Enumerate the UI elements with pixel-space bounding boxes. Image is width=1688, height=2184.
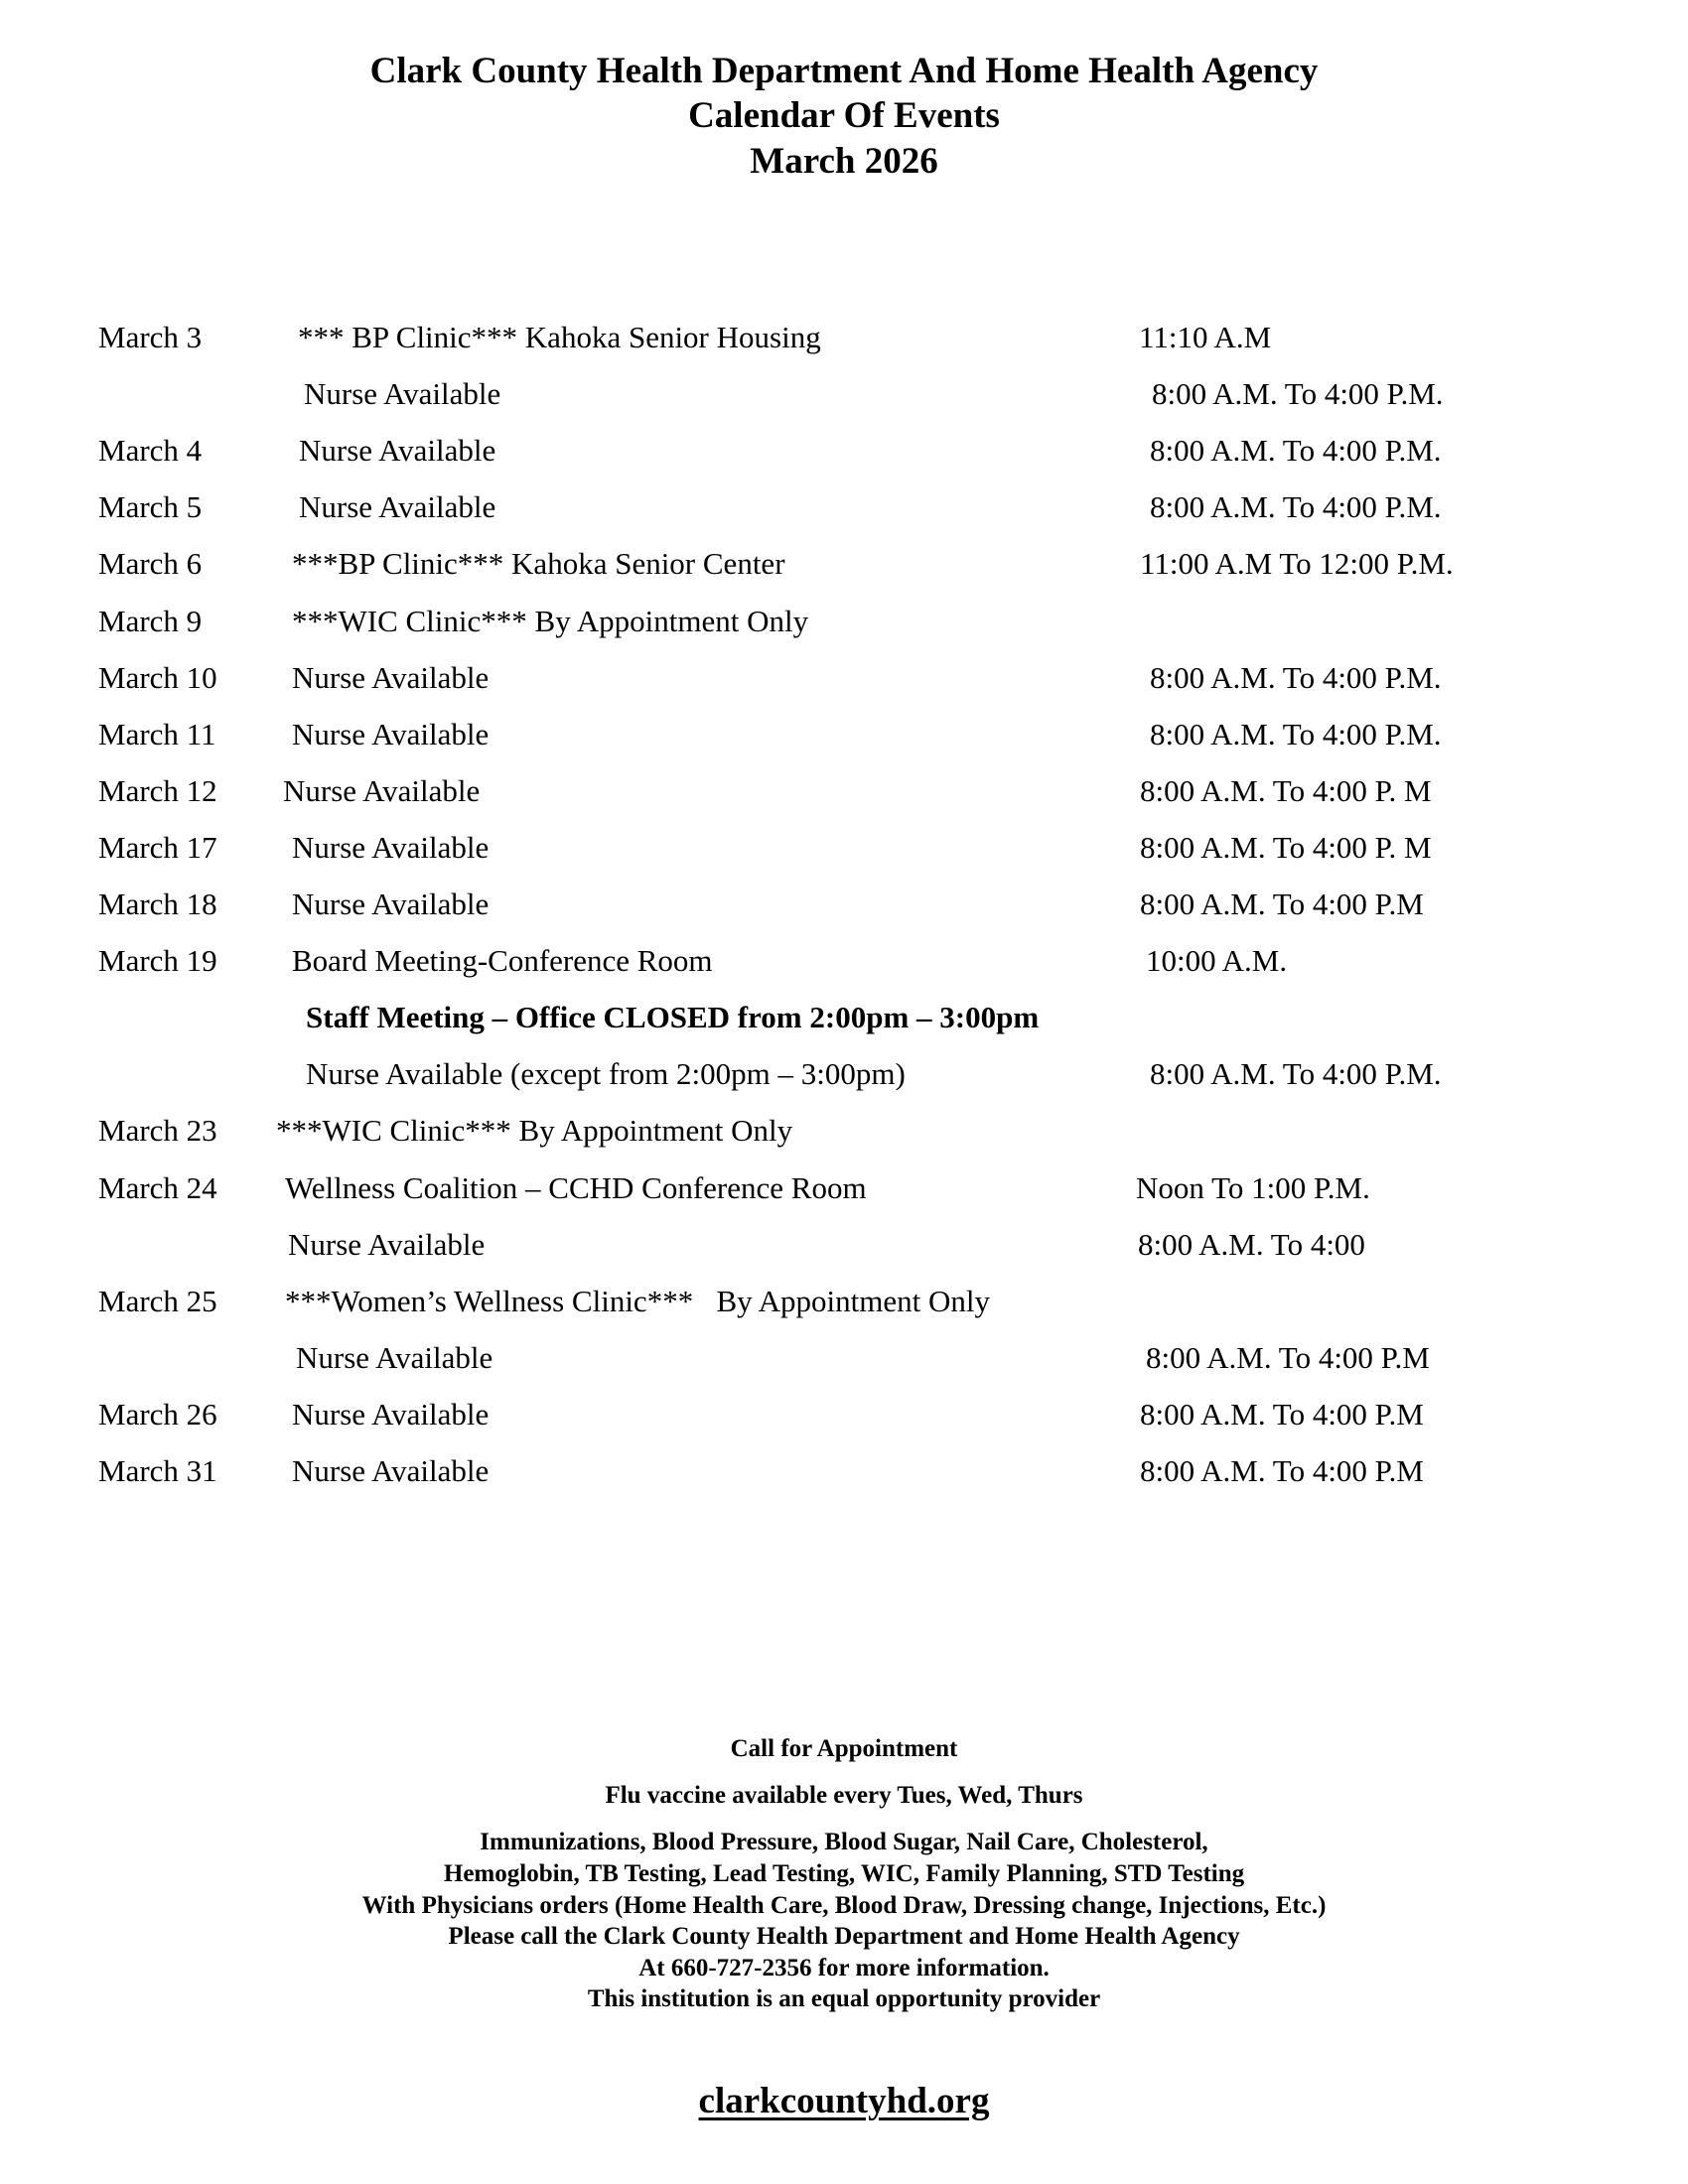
event-time: 8:00 A.M. To 4:00 P. M [1140, 830, 1432, 865]
event-row [0, 1109, 1688, 1153]
event-time: 8:00 A.M. To 4:00 P.M [1146, 1340, 1430, 1375]
event-description: Board Meeting-Conference Room [292, 943, 713, 978]
event-date: March 17 [98, 830, 217, 865]
event-time: 8:00 A.M. To 4:00 P. M [1140, 773, 1432, 808]
event-row [0, 316, 1688, 359]
event-row [0, 542, 1688, 586]
calendar-title: Calendar Of Events [688, 95, 1000, 136]
event-time: 8:00 A.M. To 4:00 P.M [1140, 1397, 1424, 1432]
event-row [0, 1393, 1688, 1436]
event-time: 11:00 A.M To 12:00 P.M. [1140, 546, 1454, 581]
event-time: 8:00 A.M. To 4:00 P.M. [1150, 489, 1442, 524]
event-row [0, 485, 1688, 529]
event-row [0, 883, 1688, 926]
event-time: 8:00 A.M. To 4:00 P.M [1140, 1453, 1424, 1488]
services-line-1: Immunizations, Blood Pressure, Blood Sugar, Nail Care, Cholesterol, [480, 1829, 1208, 1855]
website-link[interactable]: clarkcountyhd.org [698, 2081, 990, 2121]
event-description: Nurse Available [292, 717, 490, 751]
event-date: March 6 [98, 546, 203, 581]
physicians-orders-line: With Physicians orders (Home Health Care, Blood Draw, Dressing change, Injections, Etc.) [361, 1892, 1327, 1919]
event-description: Nurse Available [299, 489, 496, 524]
event-row [0, 769, 1688, 813]
event-time: 8:00 A.M. To 4:00 [1138, 1227, 1365, 1262]
event-time: 8:00 A.M. To 4:00 P.M [1140, 887, 1424, 921]
event-description: Nurse Available [299, 433, 496, 468]
event-date: March 25 [98, 1284, 217, 1318]
event-row [0, 939, 1688, 983]
event-date: March 12 [98, 773, 217, 808]
event-time: 8:00 A.M. To 4:00 P.M. [1150, 433, 1442, 468]
call-for-appointment: Call for Appointment [730, 1735, 958, 1762]
event-date: March 26 [98, 1397, 217, 1432]
event-description: Nurse Available [283, 773, 481, 808]
equal-opportunity-statement: This institution is an equal opportunity provider [587, 1985, 1101, 2012]
event-date: March 3 [98, 320, 203, 354]
please-call-line: Please call the Clark County Health Department and Home Health Agency [448, 1923, 1240, 1950]
organization-title: Clark County Health Department And Home Health Agency [369, 51, 1319, 91]
event-row [0, 1223, 1688, 1267]
event-description: Nurse Available [304, 376, 501, 411]
event-date: March 9 [98, 604, 203, 638]
event-time: Noon To 1:00 P.M. [1136, 1170, 1370, 1205]
event-row [0, 600, 1688, 643]
event-row [0, 996, 1688, 1039]
event-date: March 4 [98, 433, 203, 468]
event-description: Nurse Available [292, 660, 490, 695]
event-row [0, 1336, 1688, 1380]
event-description: Nurse Available (except from 2:00pm – 3:00pm) [306, 1056, 906, 1091]
event-description: ***Women’s Wellness Clinic*** By Appointment Only [285, 1284, 991, 1318]
event-row [0, 372, 1688, 416]
phone-line: At 660-727-2356 for more information. [638, 1955, 1050, 1981]
event-description: Nurse Available [288, 1227, 486, 1262]
event-date: March 10 [98, 660, 217, 695]
event-date: March 24 [98, 1170, 217, 1205]
event-description: Nurse Available [292, 1453, 490, 1488]
event-description: ***WIC Clinic*** By Appointment Only [292, 604, 809, 638]
event-time: 8:00 A.M. To 4:00 P.M. [1150, 660, 1442, 695]
event-date: March 5 [98, 489, 203, 524]
event-date: March 11 [98, 717, 216, 751]
event-row [0, 826, 1688, 870]
event-description: *** BP Clinic*** Kahoka Senior Housing [298, 320, 821, 354]
event-time: 10:00 A.M. [1146, 943, 1288, 978]
event-description: Nurse Available [292, 1397, 490, 1432]
event-description: Wellness Coalition – CCHD Conference Room [285, 1170, 867, 1205]
event-date: March 23 [98, 1113, 217, 1148]
event-row [0, 429, 1688, 473]
event-time: 8:00 A.M. To 4:00 P.M. [1152, 376, 1444, 411]
event-time: 11:10 A.M [1139, 320, 1272, 354]
services-line-2: Hemoglobin, TB Testing, Lead Testing, WIC, Family Planning, STD Testing [443, 1860, 1245, 1887]
event-description: Nurse Available [296, 1340, 493, 1375]
event-row [0, 1052, 1688, 1096]
event-row [0, 1449, 1688, 1493]
event-row [0, 656, 1688, 700]
event-date: March 18 [98, 887, 217, 921]
event-description: ***WIC Clinic*** By Appointment Only [276, 1113, 793, 1148]
event-date: March 31 [98, 1453, 217, 1488]
event-description: Nurse Available [292, 830, 490, 865]
month-title: March 2026 [750, 141, 938, 182]
event-row [0, 1166, 1688, 1210]
event-description: Nurse Available [292, 887, 490, 921]
event-row [0, 1280, 1688, 1323]
flu-vaccine-note: Flu vaccine available every Tues, Wed, Thurs [605, 1782, 1083, 1809]
event-description: Staff Meeting – Office CLOSED from 2:00pm – 3:00pm [306, 1000, 1040, 1034]
event-date: March 19 [98, 943, 217, 978]
event-time: 8:00 A.M. To 4:00 P.M. [1150, 717, 1442, 751]
event-description: ***BP Clinic*** Kahoka Senior Center [292, 546, 785, 581]
event-time: 8:00 A.M. To 4:00 P.M. [1150, 1056, 1442, 1091]
event-row [0, 713, 1688, 756]
